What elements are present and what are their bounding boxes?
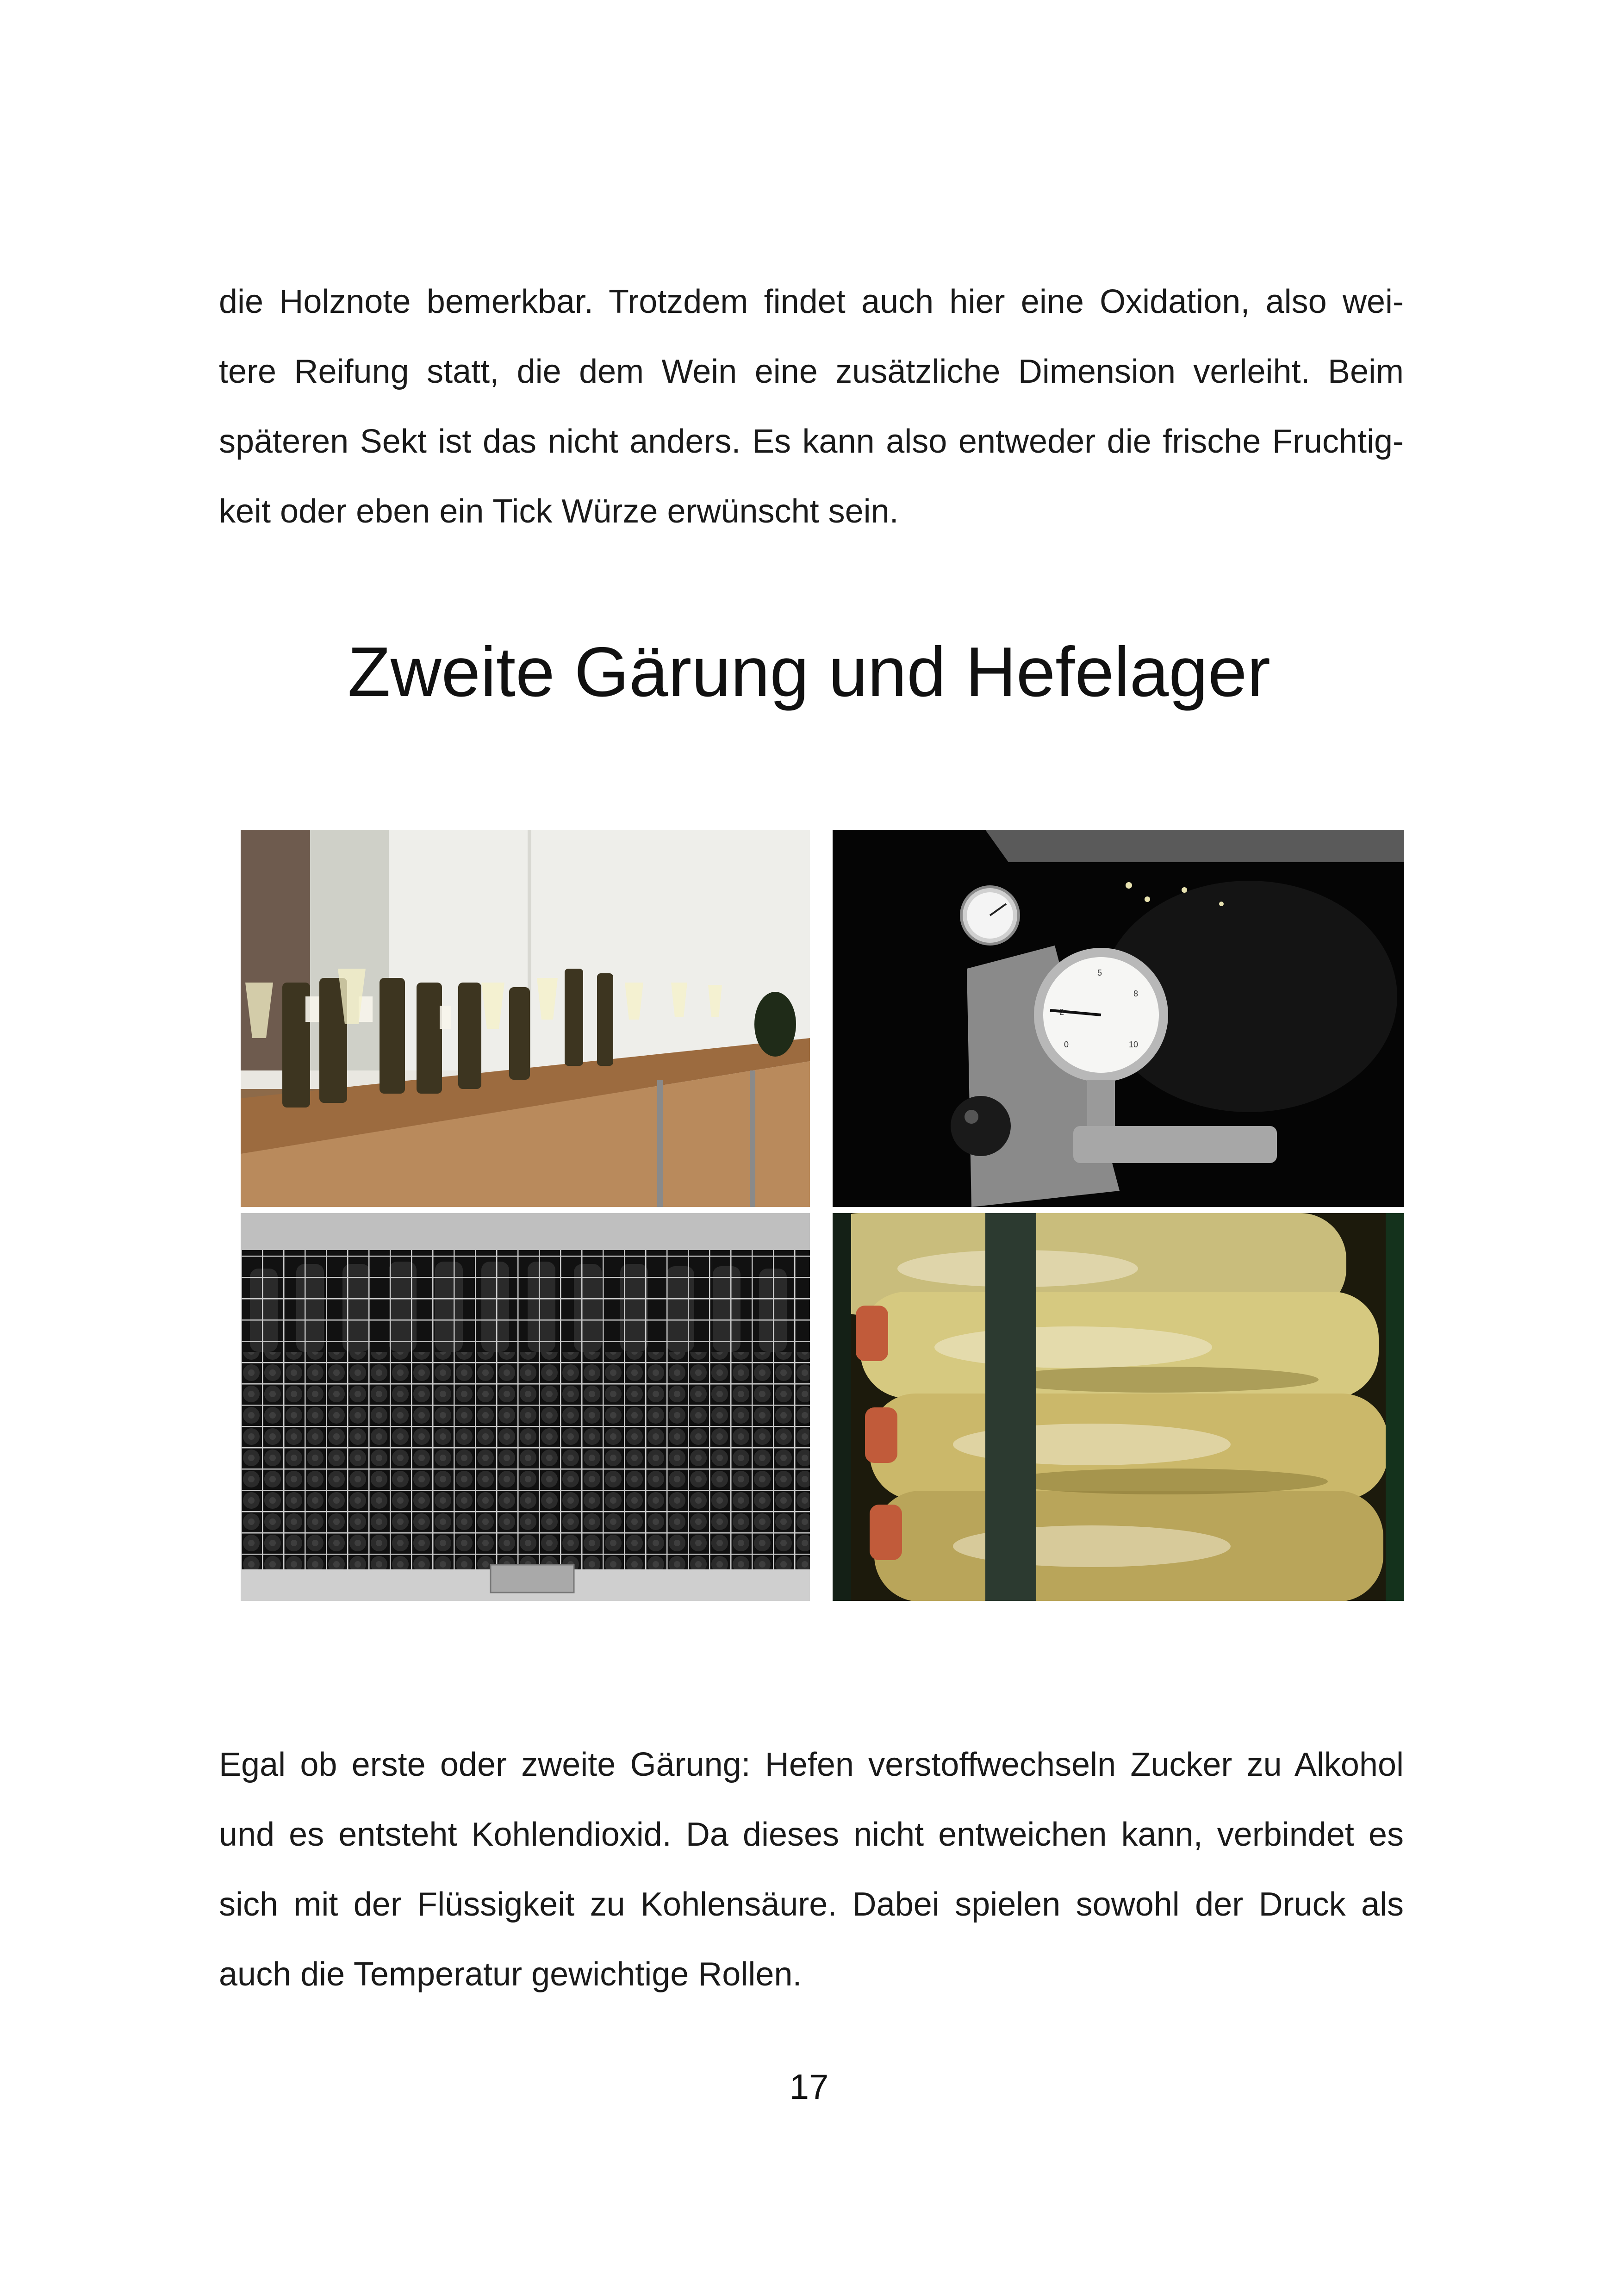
text-line: und es entsteht Kohlendioxid. Da dieses nicht entweichen kann, verbindet es bbox=[219, 1816, 1404, 1853]
gauge-tick-label: 8 bbox=[1133, 989, 1139, 998]
pressure-gauge-photo bbox=[833, 830, 1404, 1207]
paragraph-bottom bbox=[219, 1730, 1404, 2010]
bottles-lees-photo bbox=[833, 1213, 1404, 1601]
text-line: sich mit der Flüssigkeit zu Kohlensäure. Dabei spielen sowohl der Druck als bbox=[219, 1886, 1404, 1923]
gauge-tick-label: 2 bbox=[1059, 1008, 1064, 1017]
text-line: tere Reifung statt, die dem Wein eine zusätzliche Dimension verleiht. Beim bbox=[219, 353, 1404, 390]
text-line: späteren Sekt ist das nicht anders. Es kann also entweder die frische Fruchtig- bbox=[219, 423, 1404, 460]
bottles-in-wire-cage-icon bbox=[241, 1213, 810, 1601]
wine-glasses-and-bottles-icon bbox=[241, 830, 810, 1207]
bottles-with-yeast-lees-icon bbox=[833, 1213, 1404, 1601]
paragraph-top bbox=[219, 267, 1404, 547]
gauge-tick-label: 10 bbox=[1129, 1040, 1139, 1049]
text-line: Egal ob erste oder zweite Gärung: Hefen verstoffwechseln Zucker zu Alkohol bbox=[219, 1746, 1404, 1783]
gauge-tick-label: 0 bbox=[1064, 1040, 1069, 1049]
text-line: die Holznote bemerkbar. Trotzdem findet auch hier eine Oxidation, also wei- bbox=[219, 283, 1404, 320]
wine-glasses-photo bbox=[241, 830, 810, 1207]
text-line: keit oder eben ein Tick Würze erwünscht sein. bbox=[219, 493, 899, 530]
section-heading: Zweite Gärung und Hefelager bbox=[347, 633, 1271, 711]
page-number: 17 bbox=[789, 2067, 829, 2107]
pressure-gauge-icon bbox=[833, 830, 1404, 1207]
text-line: auch die Temperatur gewichtige Rollen. bbox=[219, 1956, 802, 1993]
bottles-in-cage-photo bbox=[241, 1213, 810, 1601]
gauge-tick-label: 5 bbox=[1097, 968, 1102, 977]
